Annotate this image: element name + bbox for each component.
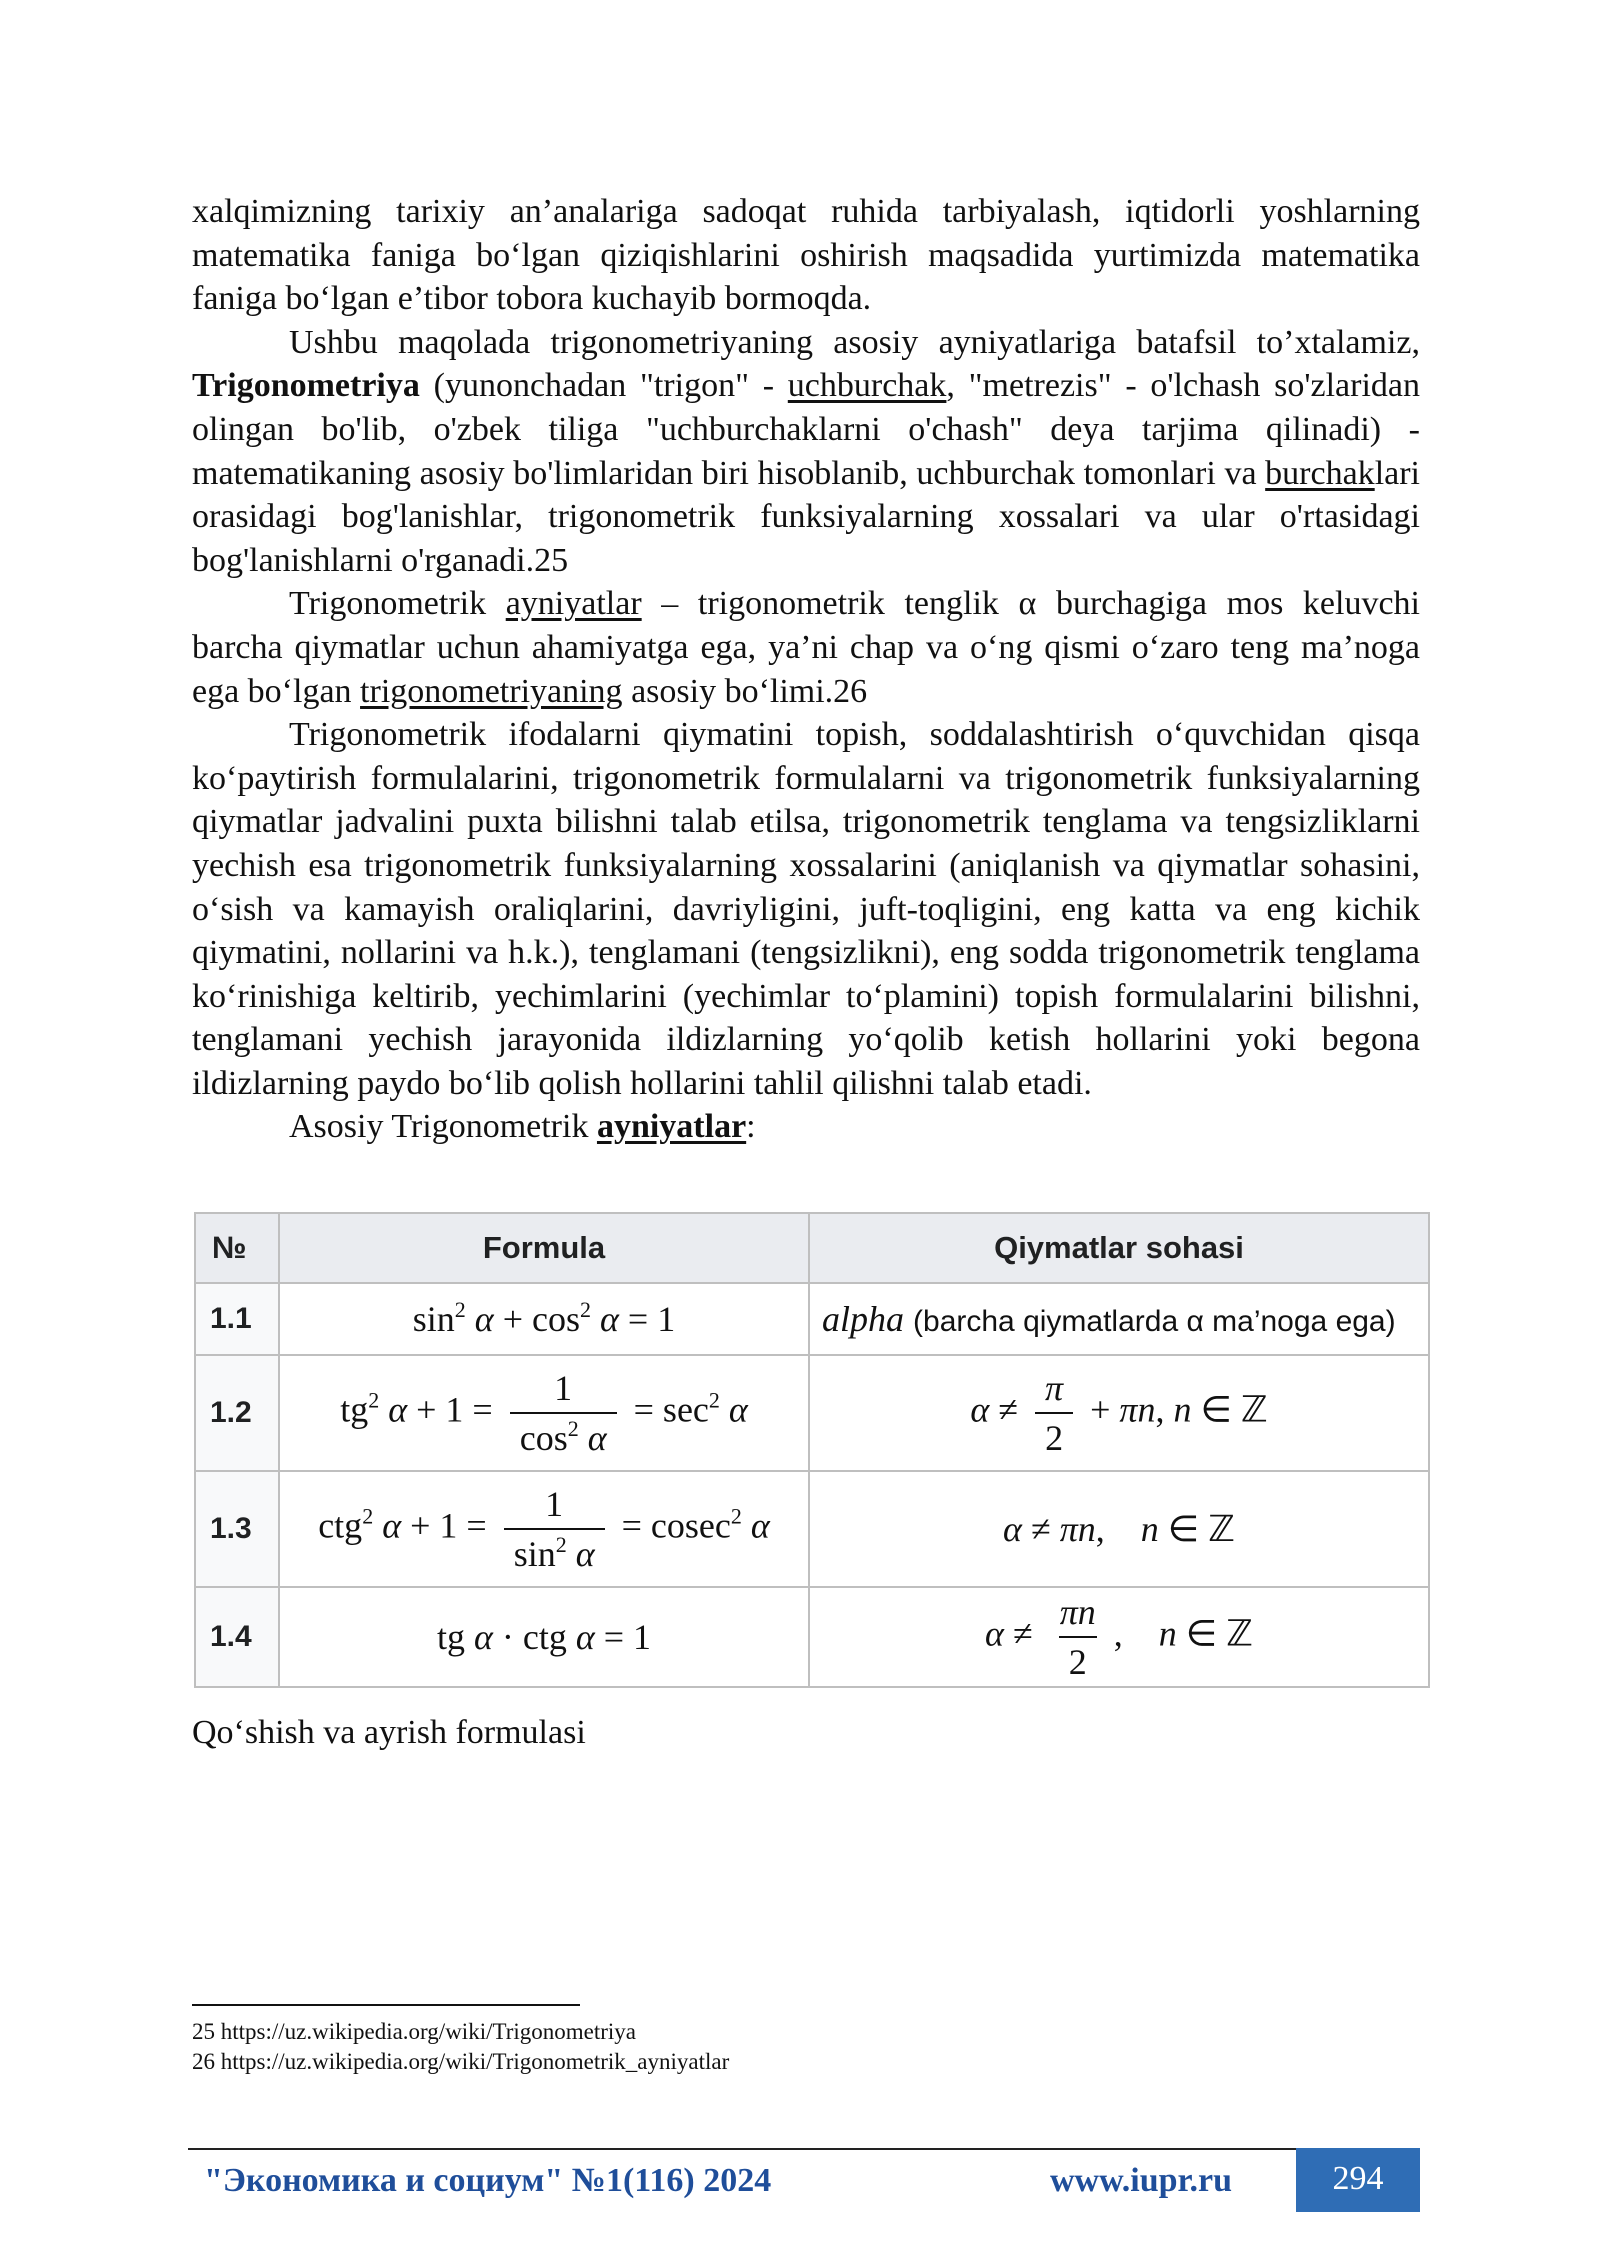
formula-cell: $tg^2$ α + 1 = $\frac{1}{\cos^2 \alpha}$ = $\sec^2 \alpha$ bbox=[279, 1355, 809, 1471]
p2-text-b: (yunonchadan "trigon" - bbox=[419, 367, 788, 405]
identities-table bbox=[194, 1212, 1430, 1688]
p2-bold-term: Trigonometriya bbox=[192, 367, 420, 405]
journal-website[interactable]: www.iupr.ru bbox=[1050, 2162, 1233, 2199]
table-row bbox=[195, 1471, 1429, 1587]
p2-text-c: , "metrezis" - o'lchash so'zlaridan olingan bo'lib, o'zbek tiliga "uchburchaklarni o'chash" deya tarjima qilinadi) - matematikaning asosiy bo'limlaridan biri hisoblanib, uchburchak tomonlari va bbox=[192, 367, 1421, 492]
p3-text-c: asosiy bo‘limi.26 bbox=[622, 672, 868, 710]
journal-title: "Экономика и социум" №1(116) 2024 bbox=[204, 2162, 772, 2199]
domain-word: alpha bbox=[822, 1299, 905, 1339]
domain-cell bbox=[809, 1283, 1429, 1355]
row-number: 1.4 bbox=[195, 1587, 279, 1687]
header-number: № bbox=[195, 1213, 279, 1283]
subhead-text: Asosiy Trigonometrik bbox=[289, 1108, 597, 1146]
footer-divider bbox=[188, 2148, 1296, 2150]
link-trigonometriyaning[interactable]: trigonometriyaning bbox=[360, 672, 623, 710]
domain-cell: α ≠ πn, n ∈ ℤ bbox=[809, 1471, 1429, 1587]
subhead-colon: : bbox=[746, 1108, 756, 1146]
link-uchburchak[interactable]: uchburchak bbox=[787, 367, 947, 405]
article-body bbox=[192, 190, 1420, 1149]
row-number: 1.3 bbox=[195, 1471, 279, 1587]
link-burchak[interactable]: burchak bbox=[1265, 454, 1375, 492]
footnote-26: 26 https://uz.wikipedia.org/wiki/Trigonometrik_ayniyatlar bbox=[192, 2049, 730, 2074]
paragraph-4: Trigonometrik ifodalarni qiymatini topish, soddalashtirish o‘quvchidan qisqa ko‘paytirish formulalarini, trigonometrik formulalarni va trigonometrik funksiyalarning qiymatlar jadvalini puxta bilishni talab etilsa, trigonometrik tenglama va tengsizliklarni yechish esa trigonometrik funksiyalarning xossalarini (aniqlanish va qiymatlar sohasini, o‘sish va kamayish oraliqlarini, davriyligini, juft-toqligini, eng katta va eng kichik qiymatini, nollarini va h.k.), tenglamani (tengsizlikni), eng sodda trigonometrik tenglama ko‘rinishiga keltirib, yechimlarini (yechimlar to‘plamini) topish formulalarini bilishni, tenglamani yechish jarayonida ildizlarning yo‘qolib ketish hollarini yoki begona ildizlarning paydo bo‘lib qolish hollarini tahlil qilishni talab etadi. bbox=[192, 716, 1420, 1102]
domain-cell: α ≠ $\frac{\pi n}{2}$ , n ∈ ℤ bbox=[809, 1587, 1429, 1687]
domain-text: (barcha qiymatlarda α ma’noga ega) bbox=[913, 1305, 1396, 1338]
footnote-divider bbox=[192, 2004, 580, 2006]
section-subheading bbox=[192, 1105, 1420, 1149]
table-header-row bbox=[195, 1213, 1429, 1283]
page-number: 294 bbox=[1296, 2148, 1420, 2212]
p2-text-a: Ushbu maqolada trigonometriyaning asosiy ayniyatlariga batafsil to’xtalamiz, bbox=[289, 323, 1420, 361]
row-number: 1.2 bbox=[195, 1355, 279, 1471]
formula-cell: tg α · ctg α = 1 bbox=[279, 1587, 809, 1687]
formula-cell: ctg$^2$ α + 1 = $\frac{1}{\sin^2 \alpha}$ = cosec$^2$ α bbox=[279, 1471, 809, 1587]
p3-text-b: – trigonometrik tenglik α burchagiga mos keluvchi barcha qiymatlar uchun ahamiyatga ega, ya’ni chap va o‘ng qismi o‘zaro teng ma’noga ega bo‘lgan bbox=[192, 585, 1420, 710]
row-number: 1.1 bbox=[195, 1283, 279, 1355]
paragraph-1: xalqimizning tarixiy an’analariga sadoqat ruhida tarbiyalash, iqtidorli yoshlarning matematika faniga bo‘lgan qiziqishlarini oshirish maqsadida yurtimizda matematika faniga bo‘lgan e’tibor tobora kuchayib bormoqda. bbox=[192, 193, 1420, 318]
domain-cell: α ≠ $\frac{\pi}{2}$ + πn, n ∈ ℤ bbox=[809, 1355, 1429, 1471]
p2-text-d: lari orasidagi bog'lanishlar, trigonometrik funksiyalarning xossalari va ular o'rtasidagi bog'lanishlarni o'rganadi.25 bbox=[192, 454, 1420, 579]
paragraph-2 bbox=[192, 321, 1420, 583]
link-ayniyatlar[interactable]: ayniyatlar bbox=[505, 585, 642, 623]
next-section-title: Qo‘shish va ayrish formulasi bbox=[192, 1714, 586, 1751]
formula-cell: $\sin^2 \alpha + \cos^2 \alpha = 1$ bbox=[279, 1283, 809, 1355]
table-row bbox=[195, 1587, 1429, 1687]
table-row bbox=[195, 1355, 1429, 1471]
footnote-25: 25 https://uz.wikipedia.org/wiki/Trigonometriya bbox=[192, 2019, 637, 2044]
header-domain: Qiymatlar sohasi bbox=[809, 1213, 1429, 1283]
p3-text-a: Trigonometrik bbox=[289, 585, 506, 623]
paragraph-3 bbox=[192, 582, 1420, 713]
link-ayniyatlar-bold[interactable]: ayniyatlar bbox=[596, 1108, 747, 1146]
header-formula: Formula bbox=[279, 1213, 809, 1283]
table-row bbox=[195, 1283, 1429, 1355]
